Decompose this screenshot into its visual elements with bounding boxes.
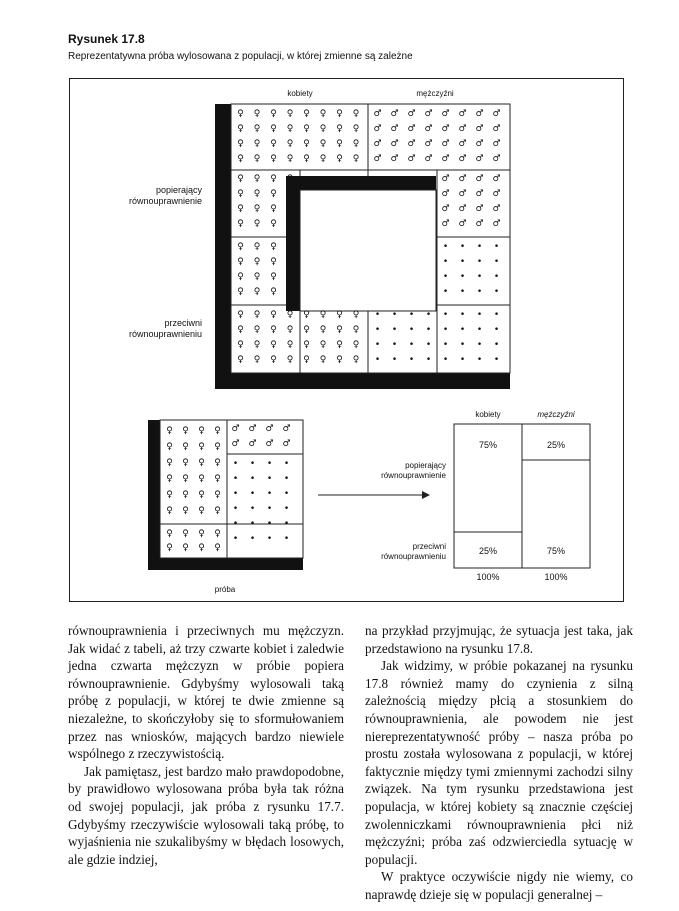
woman-oppose-icon: ♀ — [253, 310, 261, 320]
woman-oppose-icon: ♀ — [270, 310, 277, 320]
man-oppose-icon: • — [493, 325, 500, 335]
man-oppose-icon: • — [391, 310, 398, 320]
man-oppose-icon: • — [249, 504, 256, 514]
woman-support-icon: ♀ — [270, 174, 277, 184]
man-support-icon: ♂ — [441, 204, 450, 214]
woman-support-icon: ♀ — [198, 426, 205, 436]
man-oppose-icon: • — [459, 242, 466, 252]
man-oppose-icon: • — [283, 534, 290, 544]
woman-support-icon: ♀ — [253, 154, 261, 164]
man-support-icon: ♂ — [441, 139, 450, 149]
woman-support-icon: ♀ — [270, 124, 277, 134]
man-support-icon: ♂ — [492, 219, 501, 229]
woman-support-icon: ♀ — [214, 458, 221, 468]
woman-oppose-icon: ♀ — [214, 529, 221, 539]
man-oppose-icon: • — [493, 257, 500, 267]
woman-support-icon: ♀ — [166, 474, 173, 484]
arrow-head — [422, 491, 430, 499]
woman-support-icon: ♀ — [237, 189, 244, 199]
woman-support-icon: ♀ — [198, 506, 205, 516]
woman-oppose-icon: ♀ — [303, 310, 310, 320]
man-oppose-icon: • — [283, 474, 290, 484]
woman-support-icon: ♀ — [270, 139, 277, 149]
man-oppose-icon: • — [232, 459, 239, 469]
woman-support-icon: ♀ — [237, 174, 244, 184]
man-support-icon: ♂ — [475, 219, 484, 229]
woman-oppose-icon: ♀ — [253, 272, 261, 282]
woman-oppose-icon: ♀ — [286, 340, 294, 350]
man-oppose-icon: • — [476, 340, 483, 350]
woman-support-icon: ♀ — [253, 189, 261, 199]
woman-support-icon: ♀ — [303, 139, 310, 149]
woman-support-icon: ♀ — [166, 490, 173, 500]
man-oppose-icon: • — [408, 310, 415, 320]
woman-support-icon: ♀ — [270, 189, 277, 199]
woman-oppose-icon: ♀ — [303, 355, 310, 365]
woman-support-icon: ♀ — [182, 426, 189, 436]
woman-oppose-icon: ♀ — [270, 257, 277, 267]
man-support-icon: ♂ — [407, 124, 416, 134]
man-support-icon: ♂ — [475, 109, 484, 119]
woman-support-icon: ♀ — [352, 109, 360, 119]
man-support-icon: ♂ — [475, 174, 484, 184]
man-support-icon: ♂ — [373, 124, 382, 134]
man-support-icon: ♂ — [492, 154, 501, 164]
paragraph: Jak pamiętasz, jest bardzo mało prawdopodobne, by prawidłowo wylosowana próba była tak różna od swojej populacji, jak próba z rysunku 17.7. Gdybyśmy rzeczywiście wylosowali taką próbę, to wyjaśnienia nie szukalibyśmy w błędach losowych, ale gdzie indziej, — [68, 763, 344, 867]
man-support-icon: ♂ — [231, 424, 240, 434]
man-oppose-icon: • — [493, 287, 500, 297]
man-support-icon: ♂ — [458, 204, 467, 214]
population-col-women: kobiety — [287, 89, 313, 98]
woman-oppose-icon: ♀ — [270, 355, 277, 365]
woman-oppose-icon: ♀ — [182, 543, 189, 553]
man-oppose-icon: • — [493, 310, 500, 320]
man-oppose-icon: • — [408, 355, 415, 365]
woman-support-icon: ♀ — [253, 109, 261, 119]
woman-support-icon: ♀ — [253, 204, 261, 214]
man-oppose-icon: • — [374, 355, 381, 365]
woman-support-icon: ♀ — [198, 458, 205, 468]
woman-oppose-icon: ♀ — [237, 325, 244, 335]
woman-oppose-icon: ♀ — [352, 310, 360, 320]
man-oppose-icon: • — [232, 534, 239, 544]
man-oppose-icon: • — [232, 474, 239, 484]
man-support-icon: ♂ — [407, 139, 416, 149]
man-support-icon: ♂ — [373, 109, 382, 119]
woman-support-icon: ♀ — [214, 490, 221, 500]
woman-oppose-icon: ♀ — [198, 529, 205, 539]
woman-support-icon: ♀ — [166, 506, 173, 516]
woman-oppose-icon: ♀ — [319, 310, 327, 320]
man-support-icon: ♂ — [248, 424, 257, 434]
man-oppose-icon: • — [476, 257, 483, 267]
woman-support-icon: ♀ — [286, 219, 294, 229]
man-oppose-icon: • — [266, 489, 273, 499]
man-oppose-icon: • — [408, 325, 415, 335]
woman-oppose-icon: ♀ — [319, 325, 327, 335]
woman-support-icon: ♀ — [253, 124, 261, 134]
woman-support-icon: ♀ — [182, 506, 189, 516]
man-oppose-icon: • — [391, 340, 398, 350]
woman-support-icon: ♀ — [286, 204, 294, 214]
woman-support-icon: ♀ — [237, 219, 244, 229]
man-support-icon: ♂ — [458, 109, 467, 119]
woman-support-icon: ♀ — [336, 109, 343, 119]
man-support-icon: ♂ — [458, 174, 467, 184]
man-oppose-icon: • — [442, 355, 449, 365]
woman-support-icon: ♀ — [237, 139, 244, 149]
woman-oppose-icon: ♀ — [336, 340, 343, 350]
man-support-icon: ♂ — [390, 154, 399, 164]
man-support-icon: ♂ — [492, 204, 501, 214]
man-support-icon: ♂ — [458, 219, 467, 229]
man-oppose-icon: • — [249, 519, 256, 529]
woman-oppose-icon: ♀ — [270, 272, 277, 282]
man-support-icon: ♂ — [492, 124, 501, 134]
man-oppose-icon: • — [425, 355, 432, 365]
man-oppose-icon: • — [266, 519, 273, 529]
woman-support-icon: ♀ — [352, 124, 360, 134]
man-oppose-icon: • — [374, 325, 381, 335]
woman-oppose-icon: ♀ — [198, 543, 205, 553]
man-support-icon: ♂ — [390, 124, 399, 134]
table-row-oppose: przeciwni równouprawnieniu — [381, 542, 446, 561]
man-support-icon: ♂ — [373, 139, 382, 149]
woman-support-icon: ♀ — [166, 458, 173, 468]
woman-oppose-icon: ♀ — [286, 242, 294, 252]
man-support-icon: ♂ — [475, 139, 484, 149]
man-support-icon: ♂ — [441, 219, 450, 229]
man-oppose-icon: • — [283, 489, 290, 499]
woman-oppose-icon: ♀ — [352, 325, 360, 335]
woman-oppose-icon: ♀ — [286, 310, 294, 320]
man-oppose-icon: • — [232, 519, 239, 529]
woman-support-icon: ♀ — [182, 474, 189, 484]
man-support-icon: ♂ — [407, 154, 416, 164]
man-oppose-icon: • — [442, 325, 449, 335]
figure-caption: Reprezentatywna próba wylosowana z populacji, w której zmienne są zależne — [68, 51, 413, 62]
man-support-icon: ♂ — [441, 154, 450, 164]
man-support-icon: ♂ — [424, 154, 433, 164]
men-oppose-pct: 75% — [546, 546, 565, 556]
man-support-icon: ♂ — [492, 139, 501, 149]
woman-support-icon: ♀ — [303, 154, 310, 164]
woman-support-icon: ♀ — [166, 442, 173, 452]
man-support-icon: ♂ — [492, 189, 501, 199]
woman-oppose-icon: ♀ — [166, 543, 173, 553]
woman-oppose-icon: ♀ — [319, 355, 327, 365]
woman-support-icon: ♀ — [270, 109, 277, 119]
man-oppose-icon: • — [249, 459, 256, 469]
man-oppose-icon: • — [232, 489, 239, 499]
man-oppose-icon: • — [442, 340, 449, 350]
man-oppose-icon: • — [266, 459, 273, 469]
body-column-left — [68, 622, 344, 868]
woman-oppose-icon: ♀ — [303, 325, 310, 335]
paragraph: równouprawnienia i przeciwnych mu mężczyzn. Jak widać z tabeli, aż trzy czwarte kobiet i zaledwie jedna czwarta mężczyzn w próbie popiera równouprawnienie. Gdybyśmy wylosowali taką próbę z populacji, w której te dwie zmienne są niezależne, to skończyłoby się to sformułowaniem przez nas wniosków, mających bardzo niewiele wspólnego z rzeczywistością. — [68, 623, 344, 762]
woman-oppose-icon: ♀ — [253, 257, 261, 267]
table-row-support: popierający równouprawnienie — [381, 461, 446, 480]
woman-support-icon: ♀ — [336, 139, 343, 149]
woman-support-icon: ♀ — [237, 124, 244, 134]
man-oppose-icon: • — [442, 287, 449, 297]
woman-oppose-icon: ♀ — [237, 287, 244, 297]
woman-support-icon: ♀ — [319, 139, 327, 149]
woman-support-icon: ♀ — [270, 154, 277, 164]
woman-support-icon: ♀ — [182, 442, 189, 452]
woman-support-icon: ♀ — [336, 124, 343, 134]
woman-oppose-icon: ♀ — [286, 272, 294, 282]
man-support-icon: ♂ — [265, 439, 274, 449]
paragraph: W praktyce oczywiście nigdy nie wiemy, co naprawdę dzieje się w populacji generalnej – — [365, 869, 633, 902]
man-support-icon: ♂ — [282, 439, 291, 449]
man-oppose-icon: • — [266, 504, 273, 514]
man-support-icon: ♂ — [492, 174, 501, 184]
woman-oppose-icon: ♀ — [237, 242, 244, 252]
woman-support-icon: ♀ — [352, 139, 360, 149]
man-oppose-icon: • — [442, 242, 449, 252]
woman-support-icon: ♀ — [286, 154, 294, 164]
man-oppose-icon: • — [476, 355, 483, 365]
man-support-icon: ♂ — [475, 189, 484, 199]
woman-support-icon: ♀ — [286, 139, 294, 149]
man-oppose-icon: • — [391, 325, 398, 335]
woman-support-icon: ♀ — [303, 109, 310, 119]
women-total-pct: 100% — [476, 572, 500, 582]
man-oppose-icon: • — [476, 287, 483, 297]
man-oppose-icon: • — [249, 489, 256, 499]
man-support-icon: ♂ — [475, 204, 484, 214]
man-support-icon: ♂ — [458, 154, 467, 164]
man-oppose-icon: • — [425, 310, 432, 320]
man-support-icon: ♂ — [475, 124, 484, 134]
table-col-men: mężczyźni — [537, 410, 575, 419]
man-support-icon: ♂ — [373, 154, 382, 164]
man-oppose-icon: • — [425, 340, 432, 350]
table-col-women: kobiety — [475, 410, 501, 419]
woman-oppose-icon: ♀ — [336, 310, 343, 320]
man-oppose-icon: • — [249, 474, 256, 484]
woman-oppose-icon: ♀ — [253, 242, 261, 252]
man-support-icon: ♂ — [407, 109, 416, 119]
man-oppose-icon: • — [459, 272, 466, 282]
woman-oppose-icon: ♀ — [352, 355, 360, 365]
woman-support-icon: ♀ — [214, 474, 221, 484]
man-support-icon: ♂ — [441, 109, 450, 119]
woman-oppose-icon: ♀ — [286, 355, 294, 365]
man-support-icon: ♂ — [282, 424, 291, 434]
man-support-icon: ♂ — [231, 439, 240, 449]
population-row-oppose: przeciwni równouprawnieniu — [128, 318, 202, 339]
woman-oppose-icon: ♀ — [319, 340, 327, 350]
man-support-icon: ♂ — [390, 139, 399, 149]
woman-support-icon: ♀ — [198, 474, 205, 484]
man-oppose-icon: • — [442, 257, 449, 267]
man-oppose-icon: • — [493, 242, 500, 252]
women-support-pct: 75% — [478, 440, 497, 450]
woman-oppose-icon: ♀ — [253, 287, 261, 297]
man-oppose-icon: • — [266, 534, 273, 544]
woman-oppose-icon: ♀ — [303, 340, 310, 350]
man-oppose-icon: • — [459, 257, 466, 267]
man-oppose-icon: • — [374, 340, 381, 350]
man-oppose-icon: • — [391, 355, 398, 365]
woman-oppose-icon: ♀ — [253, 340, 261, 350]
man-oppose-icon: • — [493, 340, 500, 350]
man-support-icon: ♂ — [248, 439, 257, 449]
sample-label: próba — [214, 585, 236, 594]
woman-oppose-icon: ♀ — [237, 272, 244, 282]
woman-support-icon: ♀ — [198, 490, 205, 500]
men-support-pct: 25% — [546, 440, 565, 450]
woman-support-icon: ♀ — [319, 124, 327, 134]
woman-oppose-icon: ♀ — [286, 257, 294, 267]
man-oppose-icon: • — [374, 310, 381, 320]
woman-oppose-icon: ♀ — [237, 340, 244, 350]
man-oppose-icon: • — [493, 272, 500, 282]
woman-support-icon: ♀ — [166, 426, 173, 436]
woman-support-icon: ♀ — [182, 490, 189, 500]
woman-oppose-icon: ♀ — [237, 257, 244, 267]
woman-support-icon: ♀ — [270, 204, 277, 214]
woman-oppose-icon: ♀ — [166, 529, 173, 539]
woman-oppose-icon: ♀ — [270, 325, 277, 335]
man-oppose-icon: • — [459, 340, 466, 350]
woman-support-icon: ♀ — [319, 154, 327, 164]
woman-support-icon: ♀ — [237, 154, 244, 164]
woman-support-icon: ♀ — [286, 124, 294, 134]
woman-support-icon: ♀ — [237, 109, 244, 119]
man-support-icon: ♂ — [458, 189, 467, 199]
woman-support-icon: ♀ — [352, 154, 360, 164]
woman-support-icon: ♀ — [182, 458, 189, 468]
woman-support-icon: ♀ — [336, 154, 343, 164]
men-total-pct: 100% — [544, 572, 568, 582]
man-oppose-icon: • — [266, 474, 273, 484]
man-support-icon: ♂ — [424, 139, 433, 149]
woman-oppose-icon: ♀ — [237, 310, 244, 320]
woman-support-icon: ♀ — [270, 219, 277, 229]
body-column-right — [365, 622, 633, 904]
woman-oppose-icon: ♀ — [286, 287, 294, 297]
woman-support-icon: ♀ — [214, 426, 221, 436]
man-oppose-icon: • — [425, 325, 432, 335]
man-support-icon: ♂ — [424, 124, 433, 134]
woman-oppose-icon: ♀ — [237, 355, 244, 365]
woman-oppose-icon: ♀ — [336, 355, 343, 365]
man-support-icon: ♂ — [475, 154, 484, 164]
man-support-icon: ♂ — [441, 189, 450, 199]
woman-oppose-icon: ♀ — [286, 325, 294, 335]
man-support-icon: ♂ — [458, 139, 467, 149]
woman-support-icon: ♀ — [286, 109, 294, 119]
man-oppose-icon: • — [442, 310, 449, 320]
woman-support-icon: ♀ — [214, 506, 221, 516]
woman-support-icon: ♀ — [303, 124, 310, 134]
woman-support-icon: ♀ — [253, 219, 261, 229]
man-oppose-icon: • — [476, 325, 483, 335]
man-oppose-icon: • — [283, 504, 290, 514]
man-support-icon: ♂ — [390, 109, 399, 119]
woman-support-icon: ♀ — [253, 139, 261, 149]
woman-support-icon: ♀ — [237, 204, 244, 214]
man-support-icon: ♂ — [458, 124, 467, 134]
paragraph: na przykład przyjmując, że sytuacja jest taka, jak przedstawiono na rysunku 17.8. — [365, 623, 633, 656]
man-oppose-icon: • — [442, 272, 449, 282]
figure-number: Rysunek 17.8 — [68, 32, 145, 46]
inner-hole — [300, 190, 436, 311]
man-oppose-icon: • — [232, 504, 239, 514]
woman-oppose-icon: ♀ — [214, 543, 221, 553]
woman-support-icon: ♀ — [214, 442, 221, 452]
man-oppose-icon: • — [283, 459, 290, 469]
man-oppose-icon: • — [459, 287, 466, 297]
woman-oppose-icon: ♀ — [253, 355, 261, 365]
woman-support-icon: ♀ — [198, 442, 205, 452]
woman-support-icon: ♀ — [286, 189, 294, 199]
man-support-icon: ♂ — [492, 109, 501, 119]
man-support-icon: ♂ — [424, 109, 433, 119]
woman-oppose-icon: ♀ — [336, 325, 343, 335]
woman-support-icon: ♀ — [319, 109, 327, 119]
man-support-icon: ♂ — [441, 124, 450, 134]
woman-support-icon: ♀ — [286, 174, 294, 184]
man-oppose-icon: • — [459, 310, 466, 320]
man-oppose-icon: • — [476, 310, 483, 320]
man-oppose-icon: • — [283, 519, 290, 529]
woman-oppose-icon: ♀ — [253, 325, 261, 335]
woman-oppose-icon: ♀ — [270, 340, 277, 350]
man-oppose-icon: • — [249, 534, 256, 544]
population-col-men: mężczyźni — [416, 89, 454, 98]
man-oppose-icon: • — [459, 325, 466, 335]
woman-oppose-icon: ♀ — [182, 529, 189, 539]
woman-oppose-icon: ♀ — [352, 340, 360, 350]
paragraph: Jak widzimy, w próbie pokazanej na rysunku 17.8 również mamy do czynienia z silną zależnością między płcią a stosunkiem do równouprawnienia, ale powodem nie jest niereprezentatywność próby – nasza próba po prostu została wylosowana z populacji, w której faktycznie między tymi zmiennymi zachodzi silny związek. Na tym rysunku przedstawiona jest populacja, w której kobiety są znacznie częściej zwolenniczkami równouprawnienia płci niż mężczyźni; próba zaś odzwierciedla sytuację w populacji. — [365, 658, 633, 867]
population-row-support: popierający równouprawnienie — [128, 185, 202, 206]
man-oppose-icon: • — [476, 242, 483, 252]
woman-support-icon: ♀ — [253, 174, 261, 184]
woman-oppose-icon: ♀ — [270, 242, 277, 252]
man-support-icon: ♂ — [265, 424, 274, 434]
man-oppose-icon: • — [493, 355, 500, 365]
women-oppose-pct: 25% — [478, 546, 497, 556]
man-oppose-icon: • — [459, 355, 466, 365]
man-oppose-icon: • — [408, 340, 415, 350]
woman-oppose-icon: ♀ — [270, 287, 277, 297]
man-oppose-icon: • — [476, 272, 483, 282]
man-support-icon: ♂ — [441, 174, 450, 184]
